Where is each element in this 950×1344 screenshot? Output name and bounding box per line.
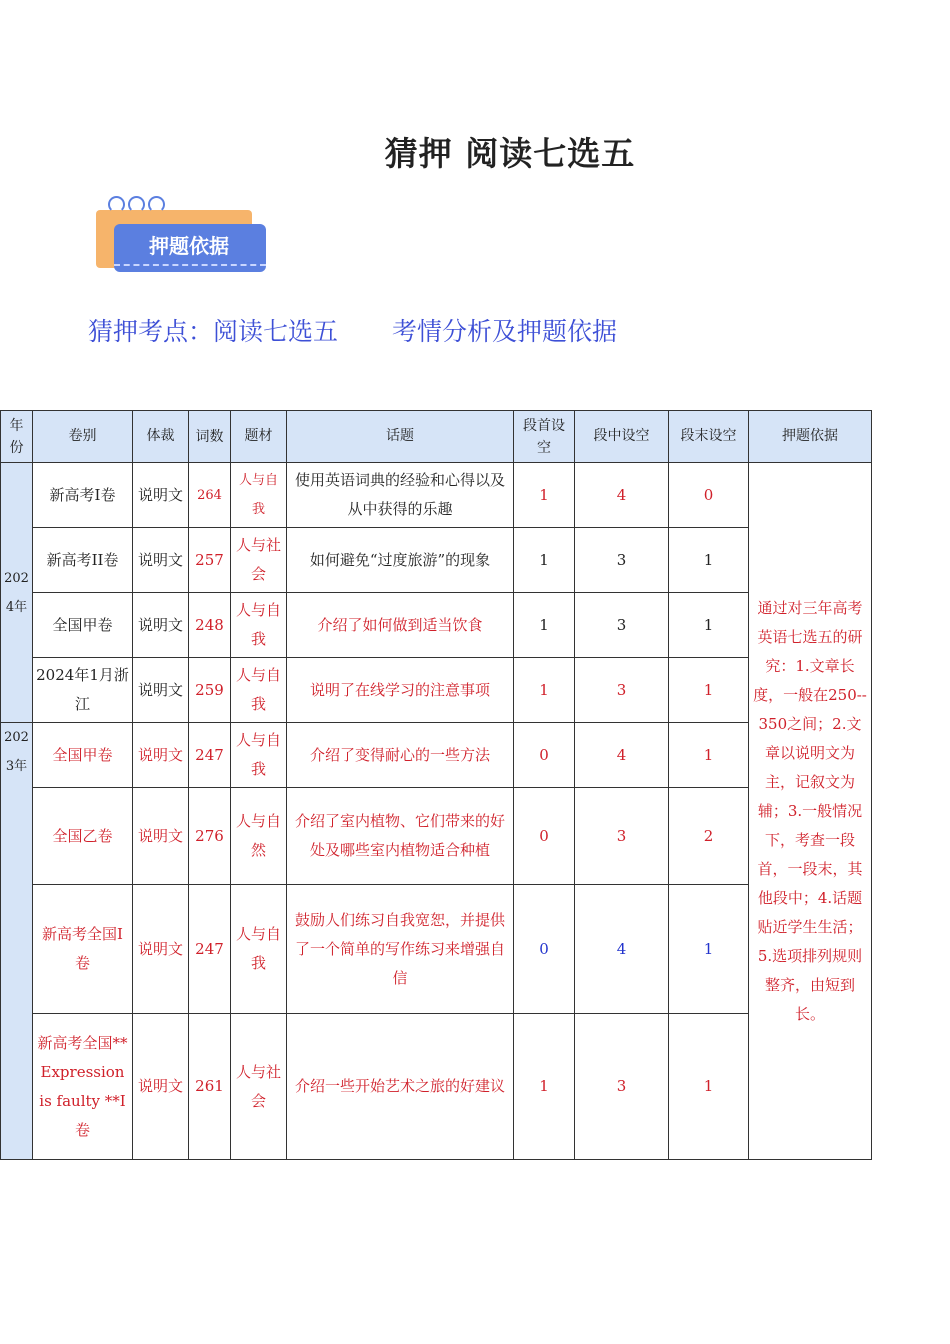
middle-blank-cell: 3	[575, 788, 669, 885]
spiral-rings-icon	[108, 196, 168, 217]
theme-cell: 人与自我	[231, 463, 287, 528]
paper-cell: 新高考全国** Expression is faulty **I卷	[33, 1014, 133, 1160]
paper-cell: 新高考全国I卷	[33, 885, 133, 1014]
genre-cell: 说明文	[133, 723, 189, 788]
header-paper: 卷别	[33, 411, 133, 463]
genre-cell: 说明文	[133, 1014, 189, 1160]
last-blank-cell: 1	[669, 658, 749, 723]
table-row	[1, 788, 872, 885]
theme-cell: 人与自我	[231, 885, 287, 1014]
first-blank-cell: 1	[514, 593, 575, 658]
theme-cell: 人与自然	[231, 788, 287, 885]
theme-cell: 人与社会	[231, 1014, 287, 1160]
theme-cell: 人与社会	[231, 528, 287, 593]
topic-cell: 使用英语词典的经验和心得以及从中获得的乐趣	[287, 463, 514, 528]
first-blank-cell: 1	[514, 528, 575, 593]
last-blank-cell: 1	[669, 885, 749, 1014]
middle-blank-cell: 3	[575, 593, 669, 658]
page-title: 猜押 阅读七选五	[384, 134, 636, 173]
theme-cell: 人与自我	[231, 593, 287, 658]
last-blank-cell: 1	[669, 1014, 749, 1160]
middle-blank-cell: 3	[575, 1014, 669, 1160]
table-row	[1, 658, 872, 723]
words-cell: 259	[189, 658, 231, 723]
first-blank-cell: 1	[514, 463, 575, 528]
table-row	[1, 463, 872, 528]
middle-blank-cell: 3	[575, 658, 669, 723]
header-basis: 押题依据	[749, 411, 872, 463]
last-blank-cell: 1	[669, 528, 749, 593]
year-cell-2023: 2023年	[1, 723, 33, 1160]
paper-cell: 全国乙卷	[33, 788, 133, 885]
middle-blank-cell: 4	[575, 885, 669, 1014]
header-year: 年份	[1, 411, 33, 463]
header-genre: 体裁	[133, 411, 189, 463]
genre-cell: 说明文	[133, 528, 189, 593]
genre-cell: 说明文	[133, 885, 189, 1014]
paper-cell: 全国甲卷	[33, 723, 133, 788]
header-topic: 话题	[287, 411, 514, 463]
last-blank-cell: 1	[669, 723, 749, 788]
words-cell: 276	[189, 788, 231, 885]
theme-cell: 人与自我	[231, 658, 287, 723]
paper-cell: 新高考I卷	[33, 463, 133, 528]
topic-cell: 如何避免“过度旅游”的现象	[287, 528, 514, 593]
words-cell: 257	[189, 528, 231, 593]
first-blank-cell: 1	[514, 1014, 575, 1160]
last-blank-cell: 0	[669, 463, 749, 528]
last-blank-cell: 2	[669, 788, 749, 885]
first-blank-cell: 1	[514, 658, 575, 723]
first-blank-cell: 0	[514, 723, 575, 788]
subtitle-exam-point: 猜押考点：阅读七选五	[88, 317, 339, 346]
header-first-blank: 段首设空	[514, 411, 575, 463]
paper-cell: 2024年1月浙江	[33, 658, 133, 723]
words-cell: 248	[189, 593, 231, 658]
header-last-blank: 段末设空	[669, 411, 749, 463]
table-row	[1, 1014, 872, 1160]
theme-cell: 人与自我	[231, 723, 287, 788]
words-cell: 261	[189, 1014, 231, 1160]
badge-label: 押题依据	[149, 234, 229, 258]
table-row	[1, 528, 872, 593]
last-blank-cell: 1	[669, 593, 749, 658]
section-badge	[96, 196, 272, 280]
topic-cell: 介绍了室内植物、它们带来的好处及哪些室内植物适合种植	[287, 788, 514, 885]
table-row	[1, 723, 872, 788]
header-middle-blank: 段中设空	[575, 411, 669, 463]
words-cell: 264	[189, 463, 231, 528]
words-cell: 247	[189, 885, 231, 1014]
genre-cell: 说明文	[133, 658, 189, 723]
topic-cell: 介绍一些开始艺术之旅的好建议	[287, 1014, 514, 1160]
topic-cell: 介绍了变得耐心的一些方法	[287, 723, 514, 788]
genre-cell: 说明文	[133, 788, 189, 885]
topic-cell: 介绍了如何做到适当饮食	[287, 593, 514, 658]
genre-cell: 说明文	[133, 593, 189, 658]
analysis-table	[0, 410, 872, 1160]
header-theme: 题材	[231, 411, 287, 463]
header-words: 词数	[189, 411, 231, 463]
year-cell-2024: 2024年	[1, 463, 33, 723]
topic-cell: 鼓励人们练习自我宽恕，并提供了一个简单的写作练习来增强自信	[287, 885, 514, 1014]
words-cell: 247	[189, 723, 231, 788]
middle-blank-cell: 4	[575, 463, 669, 528]
middle-blank-cell: 4	[575, 723, 669, 788]
table-row	[1, 593, 872, 658]
subtitle-analysis: 考情分析及押题依据	[392, 317, 618, 346]
topic-cell: 说明了在线学习的注意事项	[287, 658, 514, 723]
basis-cell: 通过对三年高考英语七选五的研究：1.文章长度，一般在250--350之间；2.文章以说明文为主，记叙文为辅；3.一般情况下，考查一段首，一段末，其他段中；4.话题贴近学生生活；5.选项排列规则整齐，由短到长。	[749, 463, 872, 1160]
paper-cell: 新高考II卷	[33, 528, 133, 593]
table-row	[1, 885, 872, 1014]
paper-cell: 全国甲卷	[33, 593, 133, 658]
first-blank-cell: 0	[514, 885, 575, 1014]
first-blank-cell: 0	[514, 788, 575, 885]
table-header-row	[1, 411, 872, 463]
middle-blank-cell: 3	[575, 528, 669, 593]
genre-cell: 说明文	[133, 463, 189, 528]
